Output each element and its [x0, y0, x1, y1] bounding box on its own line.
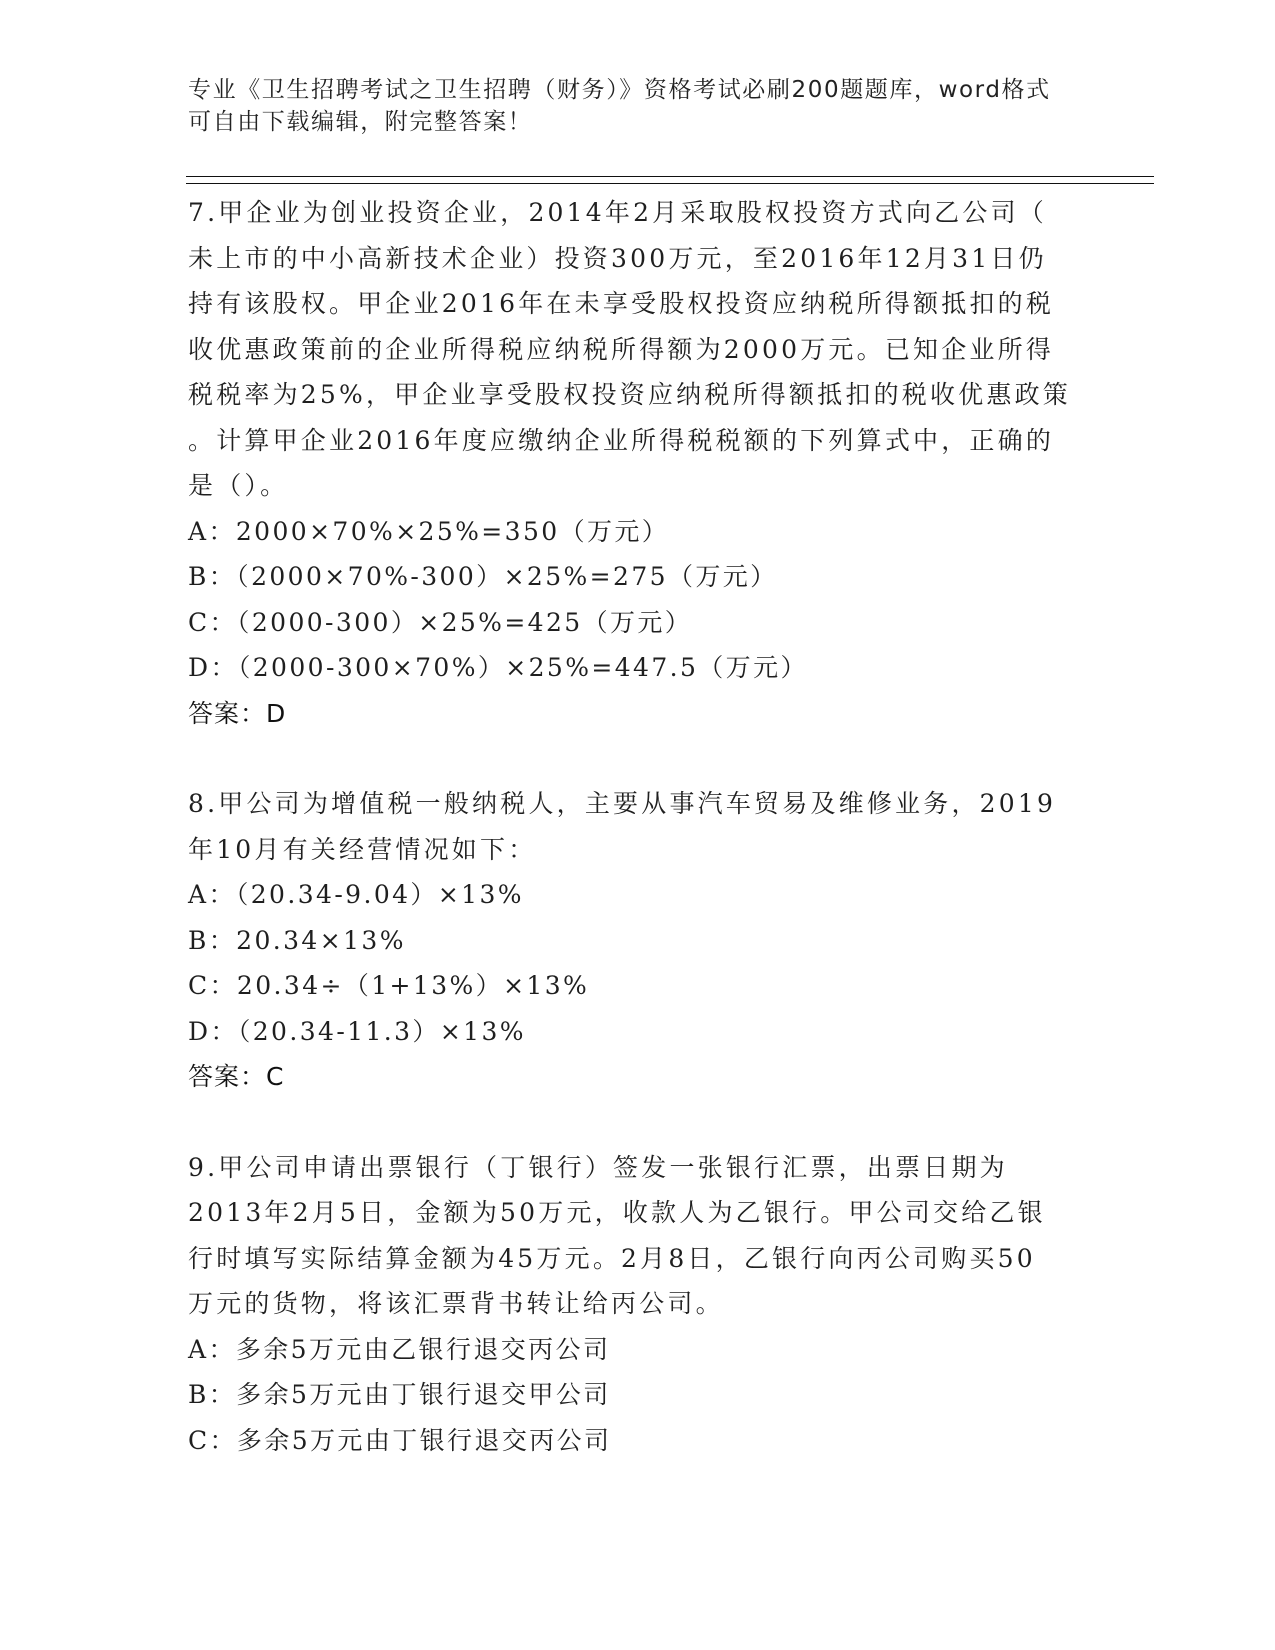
question-line: 收优惠政策前的企业所得税应纳税所得额为2000万元。已知企业所得: [188, 334, 1055, 364]
option-c: C：多余5万元由丁银行退交丙公司: [188, 1425, 612, 1455]
question-9: [188, 1145, 1088, 1464]
header-divider-top: [186, 176, 1154, 177]
question-line: 税税率为25%，甲企业享受股权投资应纳税所得额抵扣的税收优惠政策: [188, 380, 1071, 409]
option-c: C：20.34÷（1+13%）×13%: [188, 971, 590, 1000]
option-a: A：2000×70%×25%=350（万元）: [188, 516, 670, 546]
question-8: [188, 781, 1088, 1100]
question-line: 。计算甲企业2016年度应缴纳企业所得税税额的下列算式中，正确的: [188, 425, 1055, 455]
header-divider-bottom: [186, 183, 1154, 184]
question-line: 行时填写实际结算金额为45万元。2月8日，乙银行向丙公司购买50: [188, 1243, 1036, 1273]
question-list: [188, 190, 1088, 1463]
option-d: D：（2000-300×70%）×25%=447.5（万元）: [188, 653, 808, 682]
question-line: 年10月有关经营情况如下：: [188, 834, 537, 864]
question-line: 9.甲公司申请出票银行（丁银行）签发一张银行汇票，出票日期为: [188, 1152, 1008, 1182]
option-c: C：（2000-300）×25%=425（万元）: [188, 607, 693, 637]
option-a: A：（20.34-9.04）×13%: [188, 880, 524, 909]
question-7: [188, 190, 1088, 736]
option-d: D：（20.34-11.3）×13%: [188, 1016, 526, 1046]
option-b: B：20.34×13%: [188, 925, 406, 955]
option-a: A：多余5万元由乙银行退交丙公司: [188, 1334, 611, 1364]
document-header: [188, 74, 1068, 138]
option-b: B：（2000×70%-300）×25%=275（万元）: [188, 562, 778, 591]
question-line: 是（）。: [188, 471, 289, 500]
question-line: 万元的货物，将该汇票背书转让给丙公司。: [188, 1289, 724, 1318]
question-line: 持有该股权。甲企业2016年在未享受股权投资应纳税所得额抵扣的税: [188, 289, 1055, 318]
question-line: 8.甲公司为增值税一般纳税人，主要从事汽车贸易及维修业务，2019: [188, 789, 1057, 818]
header-line-1: 专业《卫生招聘考试之卫生招聘（财务）》资格考试必刷200题题库，word格式: [188, 77, 1051, 103]
spacer: [188, 1100, 1088, 1145]
option-b: B：多余5万元由丁银行退交甲公司: [188, 1380, 611, 1409]
answer-label: 答案：D: [188, 698, 287, 728]
question-line: 未上市的中小高新技术企业）投资300万元，至2016年12月31日仍: [188, 243, 1047, 273]
question-line: 7.甲企业为创业投资企业，2014年2月采取股权投资方式向乙公司（: [188, 198, 1047, 227]
header-line-2: 可自由下载编辑，附完整答案！: [188, 109, 533, 135]
spacer: [188, 736, 1088, 781]
question-line: 2013年2月5日，金额为50万元，收款人为乙银行。甲公司交给乙银: [188, 1198, 1046, 1227]
answer-label: 答案：C: [188, 1062, 285, 1091]
